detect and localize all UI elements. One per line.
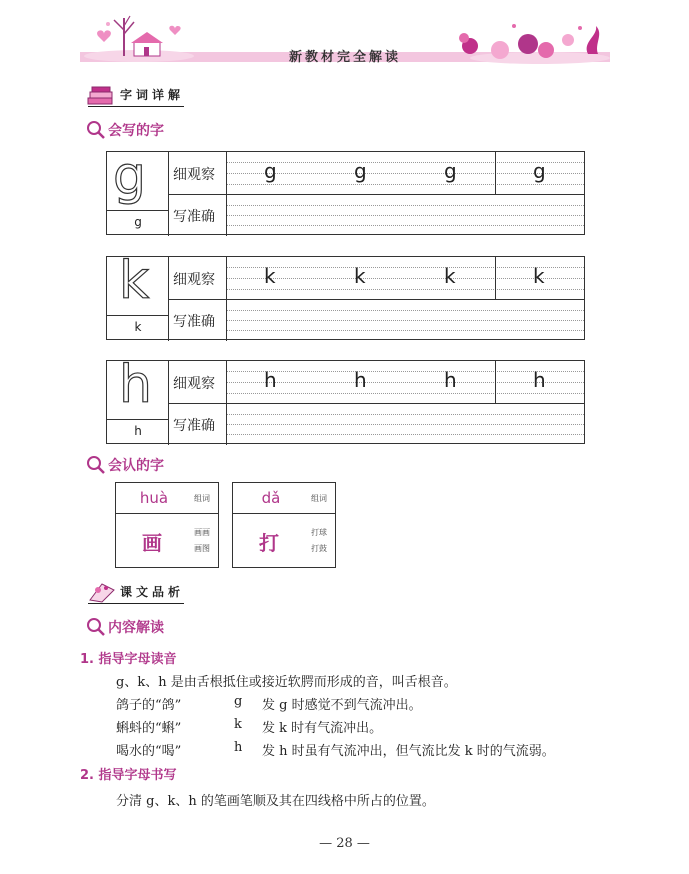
guide-line — [227, 434, 584, 435]
example-letter: h — [234, 740, 243, 755]
section-underline — [88, 603, 184, 604]
section-title-word-details: 字词详解 — [120, 88, 185, 102]
example-letter: k — [234, 717, 242, 732]
guide-line — [227, 173, 584, 174]
heading-content-label: 内容解读 — [108, 620, 164, 636]
body-text: g、k、h 是由舌根抵住或接近软腭而形成的音，叫舌根音。 — [116, 675, 457, 690]
small-letter-box — [107, 315, 169, 341]
card-zuci-label: 组词 — [311, 494, 327, 503]
guide-line — [227, 205, 584, 206]
heading-recognize-chars — [86, 455, 164, 475]
demo-letter: g — [533, 159, 546, 183]
point-title: 1. 指导字母读音 — [80, 652, 177, 667]
guide-line — [227, 278, 584, 279]
magnifier-icon — [86, 617, 106, 637]
example-letter: g — [234, 694, 243, 709]
guide-line — [227, 320, 584, 321]
example-word: 蝌蚪的“蝌” — [116, 721, 182, 736]
heading-recognize-label: 会认的字 — [108, 458, 164, 474]
demo-letter: h — [533, 368, 546, 392]
guide-line — [227, 225, 584, 226]
section-underline — [88, 106, 184, 107]
card-separator — [233, 513, 335, 514]
magnifier-icon — [86, 120, 106, 140]
observe-label: 细观察 — [173, 167, 215, 183]
magnifier-icon — [86, 455, 106, 475]
demo-letter: h — [264, 368, 277, 392]
guide-line — [227, 215, 584, 216]
body-text: 分清 g、k、h 的笔画笔顺及其在四线格中所占的位置。 — [116, 794, 435, 809]
guide-line — [227, 414, 584, 415]
writing-grid-k — [106, 251, 585, 340]
card-separator — [116, 513, 218, 514]
guide-line — [227, 330, 584, 331]
observe-label: 细观察 — [173, 376, 215, 392]
example-desc: 发 g 时感觉不到气流冲出。 — [262, 698, 422, 713]
demo-divider — [495, 361, 496, 403]
recognize-card-da — [232, 482, 336, 568]
letter-box — [107, 355, 169, 445]
example-word: 喝水的“喝” — [116, 744, 182, 759]
row-separator — [169, 403, 584, 404]
heading-content — [86, 617, 164, 637]
guide-line — [227, 267, 584, 268]
card-character: 画 — [142, 531, 162, 555]
guide-line — [227, 393, 584, 394]
write-label: 写准确 — [173, 209, 215, 225]
demo-letter: h — [354, 368, 367, 392]
big-letter: h — [119, 355, 152, 415]
section-title-text-analysis: 课文品析 — [120, 585, 185, 599]
small-letter-box — [107, 210, 169, 236]
heading-write-label: 会写的字 — [108, 123, 164, 139]
card-word: 打球 — [311, 528, 327, 537]
card-word: 画图 — [194, 544, 210, 553]
card-word: 画画 — [194, 528, 210, 537]
demo-divider — [495, 152, 496, 194]
example-word: 鸽子的“鸽” — [116, 698, 182, 713]
row-separator — [169, 299, 584, 300]
notebook-icon — [86, 580, 118, 604]
card-zuci-label: 组词 — [194, 494, 210, 503]
page-number: — 28 — — [319, 836, 370, 851]
small-letter-box — [107, 419, 169, 445]
heading-write-chars — [86, 120, 164, 140]
row-separator — [169, 194, 584, 195]
demo-letter: g — [444, 159, 457, 183]
demo-letter: g — [264, 159, 277, 183]
demo-letter: k — [533, 264, 545, 288]
guide-line — [227, 382, 584, 383]
letter-box — [107, 251, 169, 341]
demo-letter: k — [264, 264, 276, 288]
header-title: 新教材完全解读 — [288, 50, 401, 65]
example-desc: 发 k 时有气流冲出。 — [262, 721, 383, 736]
observe-label: 细观察 — [173, 272, 215, 288]
page-header-banner — [80, 12, 610, 74]
guide-line — [227, 424, 584, 425]
guide-line — [227, 371, 584, 372]
guide-line — [227, 310, 584, 311]
guide-line — [227, 162, 584, 163]
card-character: 打 — [259, 531, 279, 555]
point-title: 2. 指导字母书写 — [80, 768, 177, 783]
writing-grid-g — [106, 146, 585, 235]
small-letter: k — [134, 320, 142, 334]
write-label: 写准确 — [173, 418, 215, 434]
small-letter: h — [134, 424, 142, 438]
guide-line — [227, 184, 584, 185]
guide-line — [227, 289, 584, 290]
card-pinyin: huà — [139, 489, 169, 507]
small-letter: g — [134, 215, 142, 229]
demo-divider — [495, 257, 496, 299]
books-icon — [86, 86, 118, 108]
big-letter: g — [113, 146, 147, 206]
demo-letter: k — [354, 264, 366, 288]
example-desc: 发 h 时虽有气流冲出，但气流比发 k 时的气流弱。 — [262, 744, 555, 759]
card-pinyin: dǎ — [261, 489, 281, 507]
demo-letter: h — [444, 368, 457, 392]
big-letter: k — [119, 251, 150, 311]
recognize-card-hua — [115, 482, 219, 568]
letter-box — [107, 146, 169, 236]
demo-letter: k — [444, 264, 456, 288]
writing-grid-h — [106, 355, 585, 444]
write-label: 写准确 — [173, 314, 215, 330]
demo-letter: g — [354, 159, 367, 183]
card-word: 打鼓 — [311, 544, 327, 553]
